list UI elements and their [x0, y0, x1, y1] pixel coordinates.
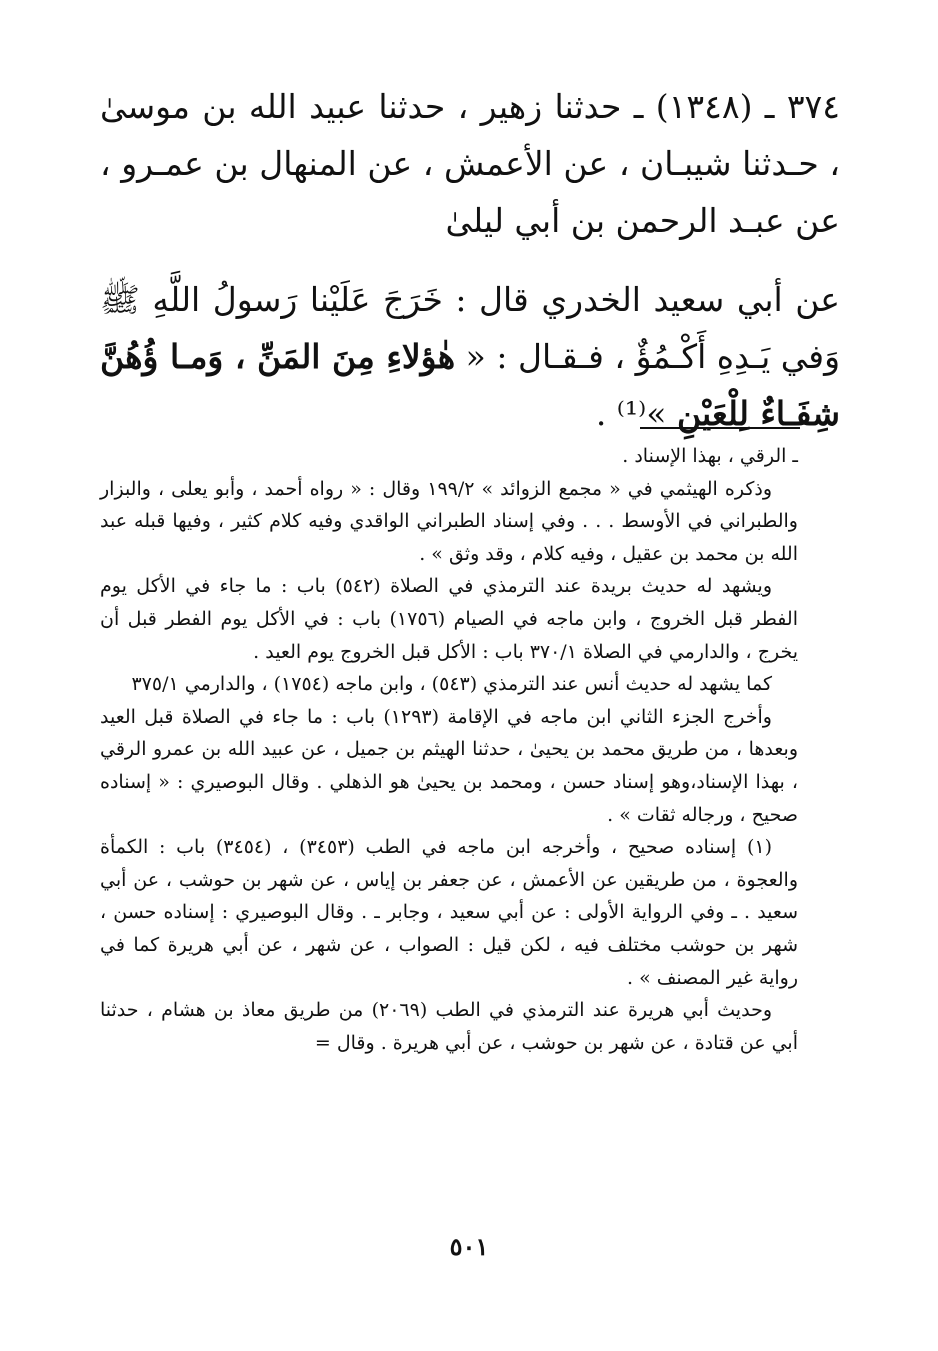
- footnote-paragraph: وأخرج الجزء الثاني ابن ماجه في الإقامة (١٢٩٣) باب : ما جاء في الصلاة قبل العيد وبعدها ، من طريق محمد بن يحيىٰ ، حدثنا الهيثم بن جميل ، عن عبيد الله بن عمرو الرقي ، بهذا الإسناد،وهو إسناد حسن ، ومحمد بن يحيىٰ هو الذهلي . وقال البوصيري : « إسناده صحيح ، ورجاله ثقات » .: [100, 705, 798, 826]
- matn-footnote-marker: »⁽¹⁾ .: [595, 394, 677, 433]
- footnote-paragraph: وحديث أبي هريرة عند الترمذي في الطب (٢٠٦٩) من طريق معاذ بن هشام ، حدثنا أبي عن قتادة ، عن شهر بن حوشب ، عن أبي هريرة . وقال =: [100, 999, 798, 1054]
- matn-hadith-quote: هٰؤلاءِ مِنَ المَنِّ ، وَمـا ؤُهُنَّ شِفَـاءٌ لِلْعَيْنِ: [100, 337, 840, 433]
- footnote-paragraph: كما يشهد له حديث أنس عند الترمذي (٥٤٣) ، وابن ماجه (١٧٥٤) ، والدارمي ٣٧٥/١: [131, 673, 772, 696]
- page-number: ٥٠١: [449, 1232, 489, 1261]
- footnotes-block: [100, 440, 798, 1059]
- hadith-main-text: [100, 78, 840, 442]
- footnote-separator: [640, 427, 800, 429]
- isnad-paragraph: ٣٧٤ ـ (١٣٤٨) ـ حدثنا زهير ، حدثنا عبيد الله بن موسىٰ ، حـدثنا شيبـان ، عن الأعمش ، عن المنهال بن عمـرو ، عن عبـد الرحمن بن أبي ليلىٰ: [100, 87, 840, 240]
- footnote-paragraph: ويشهد له حديث بريدة عند الترمذي في الصلاة (٥٤٢) باب : ما جاء في الأكل يوم الفطر قبل الخروج ، وابن ماجه في الصيام (١٧٥٦) باب : في الأكل يوم الفطر قبل أن يخرج ، والدارمي في الصلاة ٣٧٠/١ باب : الأكل قبل الخروج يوم العيد .: [100, 575, 798, 663]
- footnote-continuation: ـ الرقي ، بهذا الإسناد .: [622, 445, 798, 467]
- footnote-paragraph: وذكره الهيثمي في « مجمع الزوائد » ١٩٩/٢ وقال : « رواه أحمد ، وأبو يعلى ، والبزار والطبراني في الأوسط . . . وفي إسناد الطبراني الواقدي وفيه كلام كثير ، وفيها قبله عبد الله بن محمد بن عقيل ، وفيه كلام ، وقد وثق » .: [100, 477, 798, 565]
- matn-intro: عن أبي سعيد الخدري قال : خَرَجَ عَلَيْنا رَسولُ اللَّهِ ﷺ وَفي يَـدِهِ أَكْـمُؤٌ ، فـقـال : «: [100, 280, 841, 376]
- matn-paragraph: [100, 271, 840, 442]
- footnote-1: (١) إسناده صحيح ، وأخرجه ابن ماجه في الطب (٣٤٥٣) ، (٣٤٥٤) باب : الكمأة والعجوة ، من طريقين عن الأعمش ، عن جعفر بن إياس ، عن شهر بن حوشب ، عن أبي سعيد . ـ وفي الرواية الأولى : عن أبي سعيد ، وجابر ـ . وقال البوصيري : إسناده حسن ، شهر بن حوشب مختلف فيه ، لكن قيل : الصواب ، عن شهر ، عن أبي هريرة كما في رواية غير المصنف » .: [100, 836, 798, 989]
